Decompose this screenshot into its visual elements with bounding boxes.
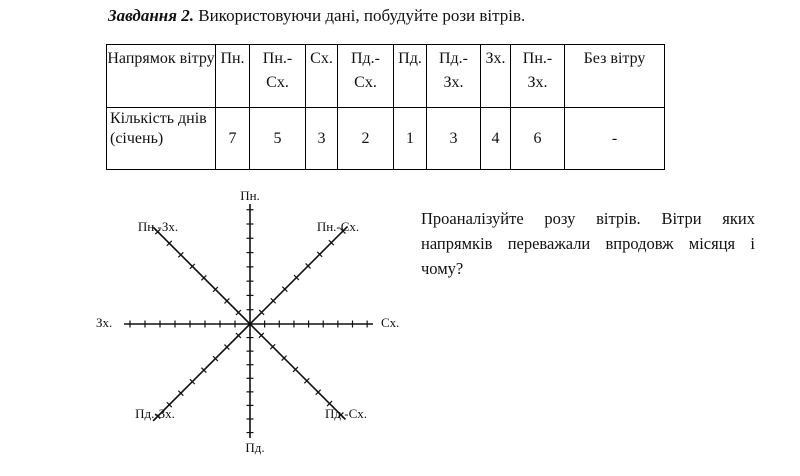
axis-northeast xyxy=(250,226,348,324)
value-cell: 3 xyxy=(427,108,481,170)
task-label: Завдання 2. xyxy=(108,6,194,25)
header-cell: Пд. xyxy=(394,45,427,108)
label-southeast: Пд.-Сх. xyxy=(324,406,368,421)
label-east: Сх. xyxy=(381,315,400,330)
axis-northwest xyxy=(153,227,250,324)
label-north: Пн. xyxy=(240,188,260,203)
header-cell: Без вітру xyxy=(565,45,665,108)
header-cell: Пн. xyxy=(216,45,250,108)
value-cell: 7 xyxy=(216,108,250,170)
header-cell: Сх. xyxy=(306,45,338,108)
label-northwest: Пн.-Зх. xyxy=(137,219,179,234)
header-direction-label: Напрямок вітру xyxy=(107,45,216,108)
row-label: Кількість днів (січень) xyxy=(107,108,216,170)
header-cell: Пд.- Сх. xyxy=(338,45,394,108)
value-cell: 4 xyxy=(481,108,511,170)
value-cell: 5 xyxy=(250,108,306,170)
value-cell: 3 xyxy=(306,108,338,170)
label-west: Зх. xyxy=(96,315,113,330)
value-cell: - xyxy=(565,108,665,170)
task-text: Використовуючи дані, побудуйте рози вітрів. xyxy=(198,6,526,25)
header-cell: Зх. xyxy=(481,45,511,108)
value-cell: 1 xyxy=(394,108,427,170)
rose-axes xyxy=(124,204,373,438)
value-cell: 6 xyxy=(511,108,565,170)
header-cell: Пн.- Сх. xyxy=(250,45,306,108)
question-text: Проаналізуйте розу вітрів. Вітри яких напрямків переважали впродовж місяця і чому? xyxy=(421,209,755,278)
label-south: Пд. xyxy=(245,440,265,455)
header-cell: Пд.- Зх. xyxy=(427,45,481,108)
label-southwest: Пд.-Зх. xyxy=(135,406,175,421)
value-cell: 2 xyxy=(338,108,394,170)
label-northeast: Пн.-Сх. xyxy=(316,219,360,234)
header-cell: Пн.- Зх. xyxy=(511,45,565,108)
